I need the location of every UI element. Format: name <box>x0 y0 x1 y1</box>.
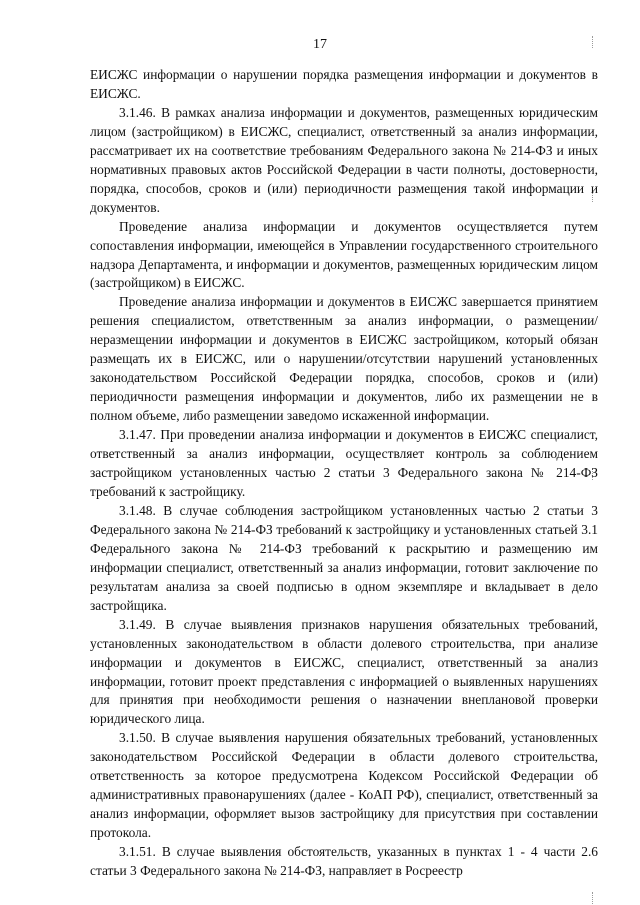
paragraph-3-1-50: 3.1.50. В случае выявления нарушения обязательных требований, установленных законодательством Российской Федерации в области долевого строительства, ответственность за которое предусмотрена Кодексом Российской Федерации об административных правонарушениях (далее - КоАП РФ), специалист, ответственный за анализ информации, оформляет вызов застройщику для присутствия при составлении протокола. <box>90 730 598 841</box>
paragraph-3-1-47: 3.1.47. При проведении анализа информации и документов в ЕИСЖС специалист, ответственный за анализ информации, осуществляет контроль за соблюдением застройщиком установленных частью 2 статьи 3 Федерального закона № 214-ФЗ требований к застройщику. <box>90 427 598 499</box>
paragraph-3-1-51: 3.1.51. В случае выявления обстоятельств, указанных в пунктах 1 - 4 части 2.6 статьи 3 Федерального закона № 214-ФЗ, направляет в Росреестр <box>90 844 598 879</box>
paragraph-analysis-method: Проведение анализа информации и документов осуществляется путем сопоставления информации, имеющейся в Управлении государственного строительного надзора Департамента, и информации и документов, размещенных юридическим лицом (застройщиком) в ЕИСЖС. <box>90 218 598 291</box>
body-text <box>90 66 598 881</box>
margin-mark <box>592 892 595 904</box>
paragraph-3-1-48: 3.1.48. В случае соблюдения застройщиком установленных частью 2 статьи 3 Федерального закона № 214-ФЗ требований к застройщику и установленных статьей 3.1 Федерального закона № 214-ФЗ требований к раскрытию и размещению им информации специалист, ответственный за анализ информации, готовит заключение по результатам анализа за своей подписью в одном экземпляре и вкладывает в дело застройщика. <box>90 502 598 613</box>
margin-mark <box>592 36 595 48</box>
paragraph-3-1-46: 3.1.46. В рамках анализа информации и документов, размещенных юридическим лицом (застройщиком) в ЕИСЖС, специалист, ответственный за анализ информации, рассматривает их на соответствие требованиям Федерального закона № 214-ФЗ и иных нормативных правовых актов Российской Федерации в части полноты, достоверности, порядка, способов, сроков и (или) периодичности размещения такой информации и документов. <box>90 104 598 215</box>
paragraph-3-1-49: 3.1.49. В случае выявления признаков нарушения обязательных требований, установленных законодательством в области долевого строительства, при анализе информации и документов в ЕИСЖС, специалист, ответственный за анализ информации, готовит проект представления с информацией о выявленных нарушениях для принятия при необходимости решения о назначении внеплановой проверки юридического лица. <box>90 616 598 727</box>
paragraph-analysis-result: Проведение анализа информации и документов в ЕИСЖС завершается принятием решения специалистом, ответственным за анализ информации, о размещении/неразмещении информации и документов в ЕИСЖС застройщиком, который обязан размещать их в ЕИСЖС, или о нарушении/отсутствии нарушений установленных законодательством Российской Федерации порядка, способов, сроков и (или) периодичности размещения информации и документов, либо их размещении не в полном объеме, либо размещении заведомо искаженной информации. <box>90 294 598 424</box>
page-number: 17 <box>313 37 327 52</box>
paragraph-continuation: ЕИСЖС информации о нарушении порядка размещения информации и документов в ЕИСЖС. <box>90 67 598 101</box>
